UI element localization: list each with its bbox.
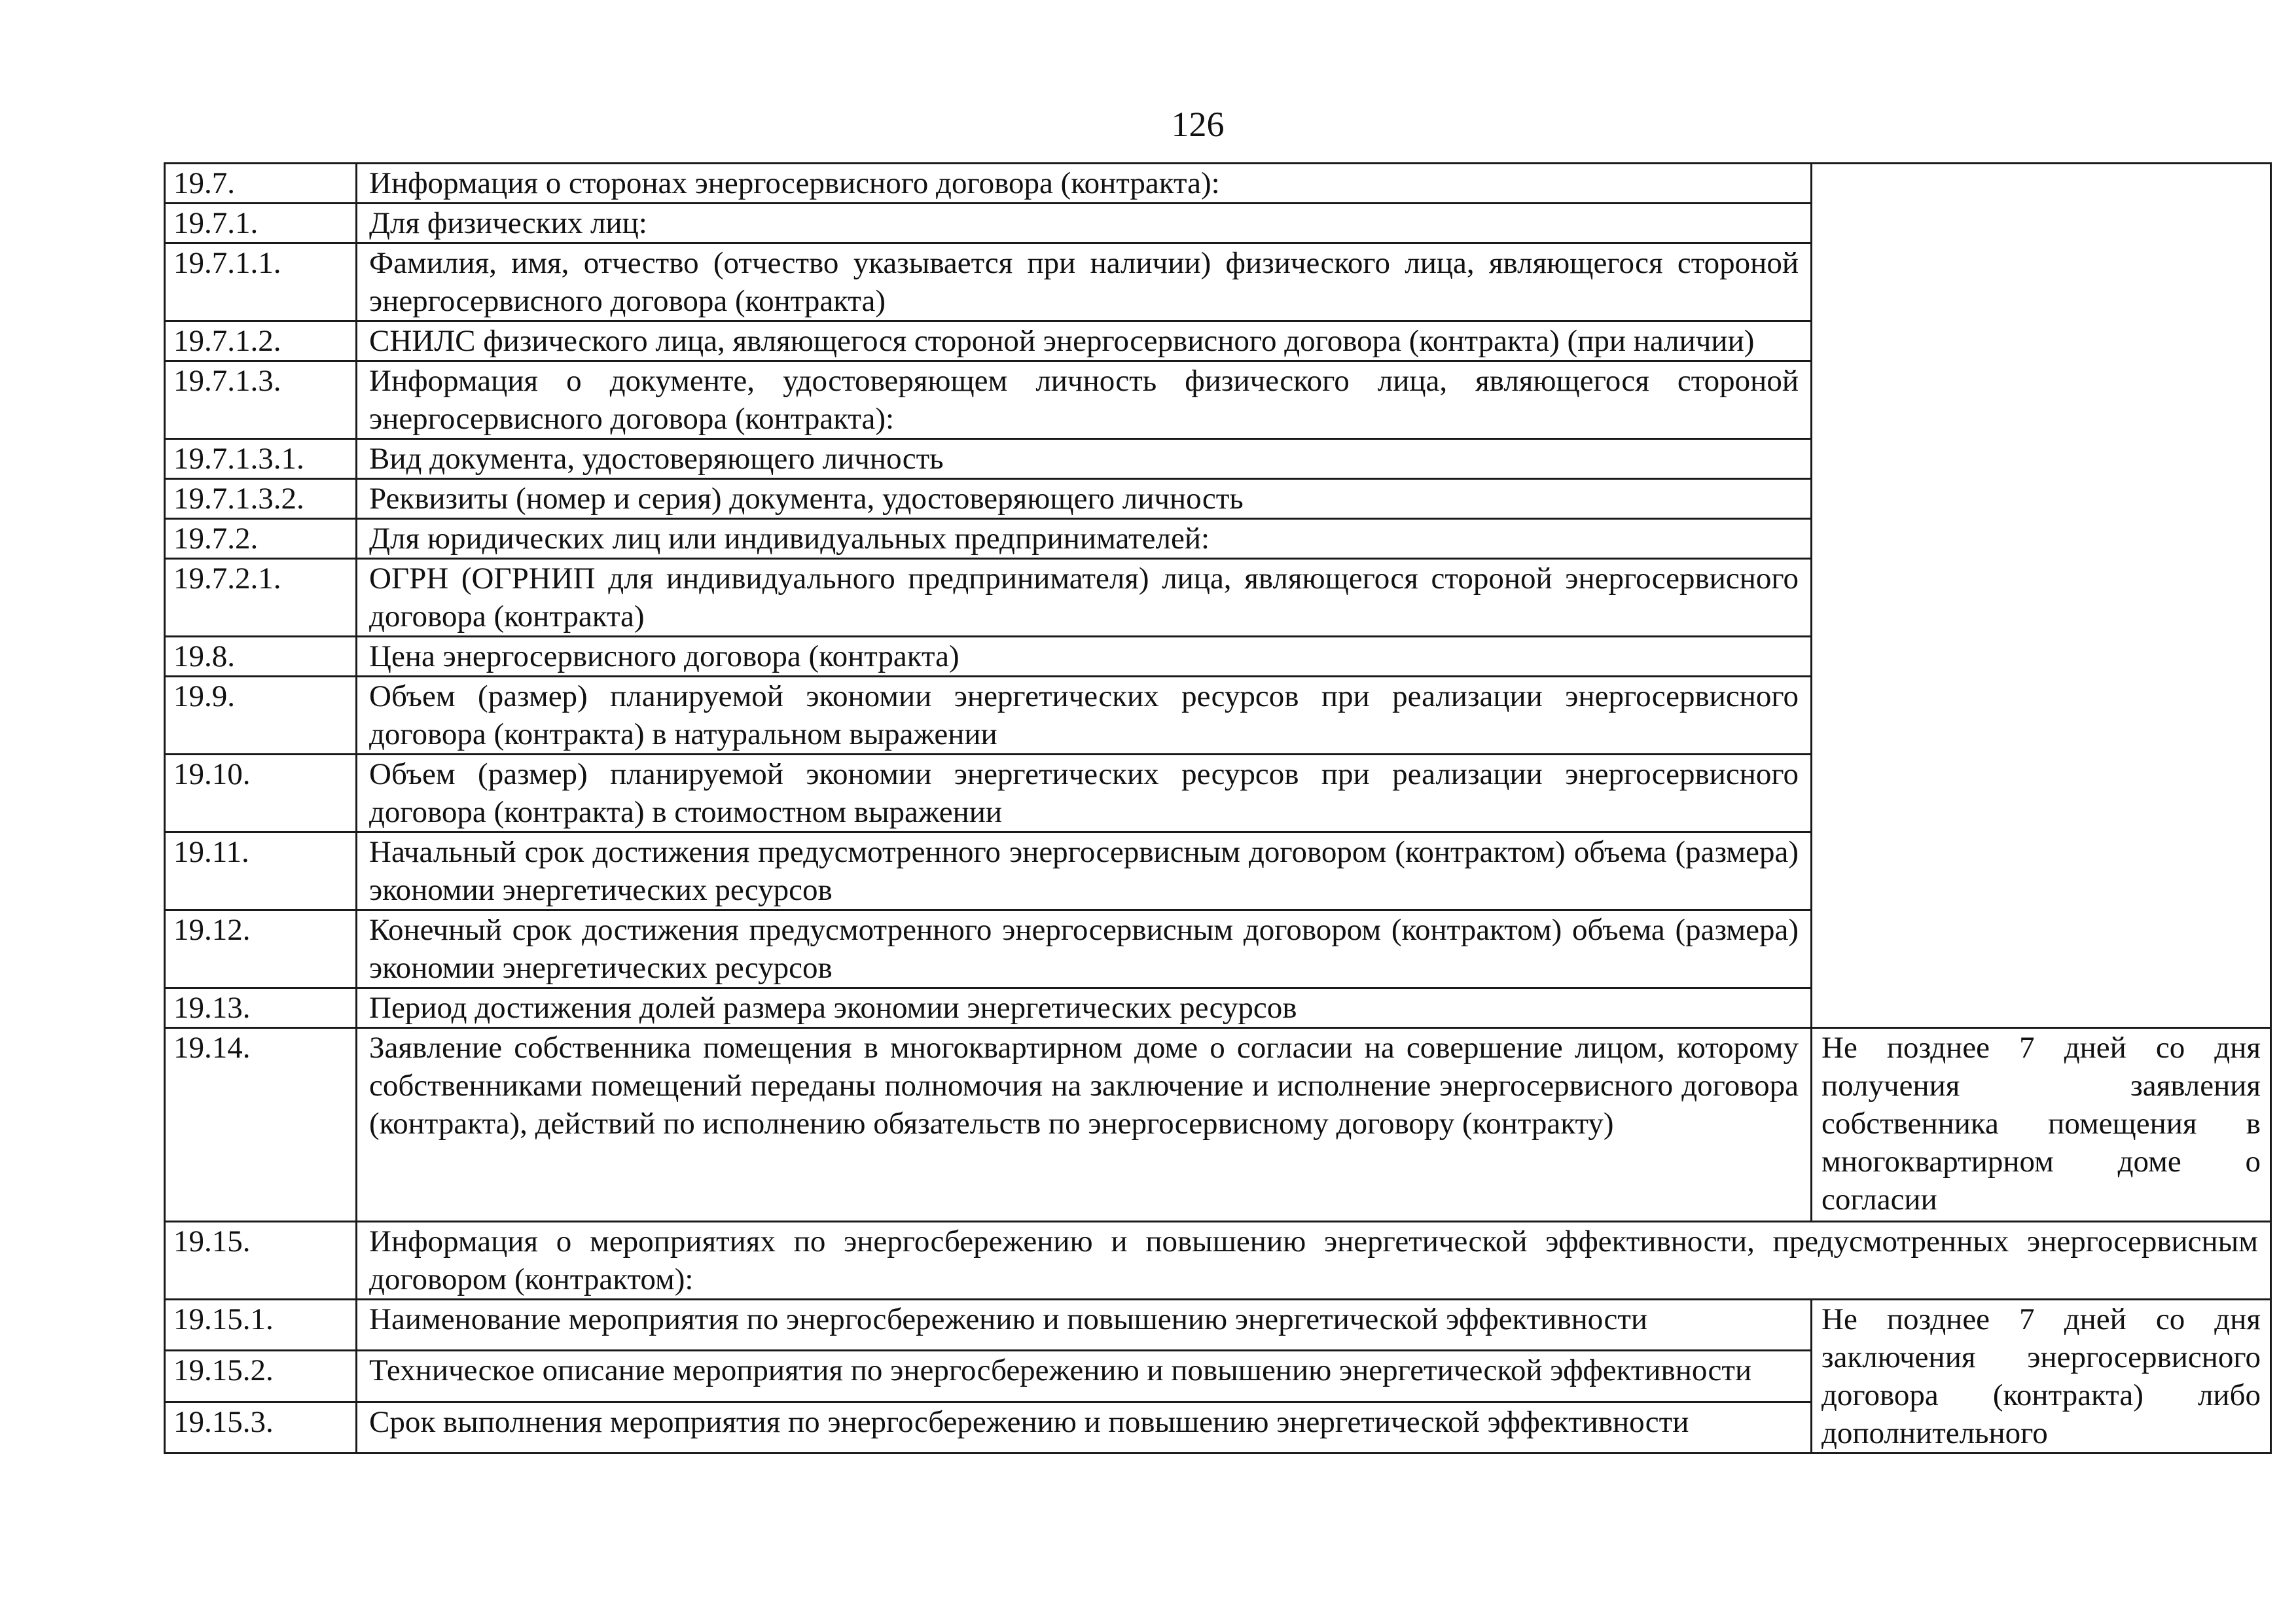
row-text: СНИЛС физического лица, являющегося стороной энергосервисного договора (контракта) (при наличии): [357, 321, 1812, 361]
table-row: [165, 164, 2271, 204]
row-number: 19.7.2.1.: [165, 559, 357, 637]
row-text: ОГРН (ОГРНИП для индивидуального предпринимателя) лица, являющегося стороной энергосервисного договора (контракта): [357, 559, 1812, 637]
row-number: 19.7.1.: [165, 204, 357, 243]
row-text: Реквизиты (номер и серия) документа, удостоверяющего личность: [357, 479, 1812, 519]
table-row: [165, 1028, 2271, 1222]
row-text: Вид документа, удостоверяющего личность: [357, 439, 1812, 479]
row-number: 19.8.: [165, 637, 357, 677]
row-text: Техническое описание мероприятия по энергосбережению и повышению энергетической эффективности: [357, 1351, 1812, 1402]
row-text: Информация о сторонах энергосервисного договора (контракта):: [357, 164, 1812, 204]
row-number: 19.7.1.2.: [165, 321, 357, 361]
deadline-note: Не позднее 7 дней со дня получения заявления собственника помещения в многоквартирном доме о согласии: [1812, 1028, 2271, 1222]
row-text: Период достижения долей размера экономии энергетических ресурсов: [357, 988, 1812, 1028]
row-number: 19.10.: [165, 755, 357, 832]
row-text: Цена энергосервисного договора (контракта): [357, 637, 1812, 677]
table-row: [165, 1222, 2271, 1300]
requirements-table: [164, 162, 2272, 1454]
row-text: Для юридических лиц или индивидуальных предпринимателей:: [357, 519, 1812, 559]
row-text: Информация о документе, удостоверяющем личность физического лица, являющегося стороной энергосервисного договора (контракта):: [357, 361, 1812, 439]
row-number: 19.7.1.3.2.: [165, 479, 357, 519]
row-number: 19.12.: [165, 910, 357, 988]
deadline-note: Не позднее 7 дней со дня заключения энергосервисного договора (контракта) либо дополнительного: [1812, 1300, 2271, 1454]
row-text: Наименование мероприятия по энергосбережению и повышению энергетической эффективности: [357, 1300, 1812, 1351]
empty-note-cell: [1812, 164, 2271, 1028]
row-number: 19.9.: [165, 677, 357, 755]
row-text: Объем (размер) планируемой экономии энергетических ресурсов при реализации энергосервисного договора (контракта) в стоимостном выражении: [357, 755, 1812, 832]
table-row: [165, 1300, 2271, 1351]
row-number: 19.15.: [165, 1222, 357, 1300]
row-number: 19.15.1.: [165, 1300, 357, 1351]
row-number: 19.14.: [165, 1028, 357, 1222]
row-number: 19.13.: [165, 988, 357, 1028]
row-number: 19.7.1.3.: [165, 361, 357, 439]
row-number: 19.7.1.3.1.: [165, 439, 357, 479]
row-number: 19.15.3.: [165, 1402, 357, 1453]
page-number: 126: [1171, 105, 1225, 144]
row-number: 19.11.: [165, 832, 357, 910]
row-number: 19.7.1.1.: [165, 243, 357, 321]
row-number: 19.15.2.: [165, 1351, 357, 1402]
row-text: Объем (размер) планируемой экономии энергетических ресурсов при реализации энергосервисного договора (контракта) в натуральном выражении: [357, 677, 1812, 755]
row-text: Фамилия, имя, отчество (отчество указывается при наличии) физического лица, являющегося стороной энергосервисного договора (контракта): [357, 243, 1812, 321]
row-text: Начальный срок достижения предусмотренного энергосервисным договором (контрактом) объема (размера) экономии энергетических ресурсов: [357, 832, 1812, 910]
row-text: Срок выполнения мероприятия по энергосбережению и повышению энергетической эффективности: [357, 1402, 1812, 1453]
row-text: Информация о мероприятиях по энергосбережению и повышению энергетической эффективности, предусмотренных энергосервисным договором (контрактом):: [357, 1222, 2271, 1300]
row-number: 19.7.: [165, 164, 357, 204]
row-text: Для физических лиц:: [357, 204, 1812, 243]
row-number: 19.7.2.: [165, 519, 357, 559]
row-text: Конечный срок достижения предусмотренного энергосервисным договором (контрактом) объема (размера) экономии энергетических ресурсов: [357, 910, 1812, 988]
row-text: Заявление собственника помещения в многоквартирном доме о согласии на совершение лицом, которому собственниками помещений переданы полномочия на заключение и исполнение энергосервисного договора (контракта), действий по исполнению обязательств по энергосервисному договору (контракту): [357, 1028, 1812, 1222]
